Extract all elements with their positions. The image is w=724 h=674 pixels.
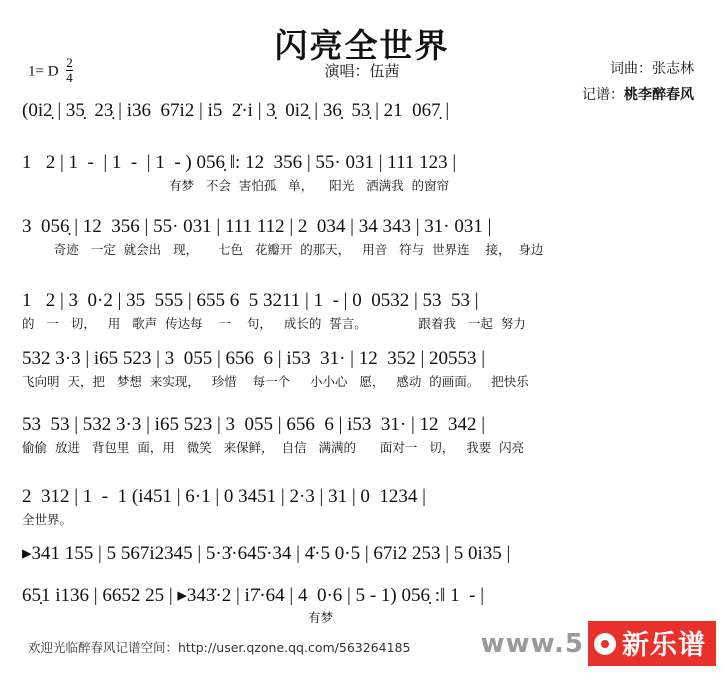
watermark-logo: 新乐谱	[588, 621, 716, 666]
time-signature-numerator: 2	[66, 55, 73, 70]
composer-credit	[610, 58, 694, 78]
score-line	[22, 100, 704, 146]
score-notes: 1 2 | 1 - | 1 - | 1 - ) 056̣ ‖: 12 356 | 55· 031 | 111 123 |	[22, 152, 457, 173]
watermark-url: www.5	[480, 628, 584, 659]
transcriber-credit-name: 桃李醉春风	[624, 87, 694, 103]
score-lyrics: 奇迹 一定 就会出 现， 七色 花瓣开 的那天， 用音 符与 世界连 接， 身边	[22, 242, 544, 257]
score-notes: 3 056̣ | 12 356 | 55· 031 | 111 112 | 2 034 | 34 343 | 31· 031 |	[22, 216, 492, 237]
score-notes: 532 3·3 | i65 523 | 3 055 | 656 6 | i53 31· | 12 352 | 20553 |	[22, 348, 486, 369]
composer-credit-text: 词曲：张志林	[610, 61, 694, 77]
score-line	[22, 348, 704, 394]
watermark	[481, 621, 716, 666]
score-notes: 65̣1 i136 | 6652 25 | ▸343̇·2 | i7̇·64 | 4 0·6 | 5 - 1) 056̣ :‖ 1 - |	[22, 585, 484, 606]
score-notes: 53 53 | 532 3·3 | i65 523 | 3 055 | 656 6 | i53 31· | 12 342 |	[22, 414, 486, 435]
score-line	[22, 542, 704, 588]
page-title: 闪亮全世界	[274, 26, 450, 65]
score-lyrics: 有梦 不会 害怕孤 单， 阳光 洒满我 的窗帘	[22, 178, 450, 193]
score-lyrics: 偷偷 放进 背包里 面，用 微笑 来保鲜， 自信 满满的 面对一 切， 我要 闪亮	[22, 440, 525, 455]
score-lyrics: 全世界。	[22, 512, 73, 527]
score-lyrics: 有梦	[22, 610, 334, 625]
score-notes: 1 2 | 3 0·2 | 35 555 | 655 6 5 3211 | 1 - | 0 0532 | 53 53 |	[22, 290, 479, 311]
footer-note: 欢迎光临醉春风记谱空间：http://user.qzone.qq.com/563264185	[28, 640, 411, 655]
score-lyrics: 的 一 切， 用 歌声 传达每 一 句， 成长的 誓言。 跟着我 一起 努力	[22, 316, 526, 331]
score-notes: ▸341 155 | 5 567i2345 | 5·3̇·645̇·34 | 4̇·5 0·5 | 67i2 253 | 5 0i35 |	[22, 543, 511, 564]
score-lyrics: 飞向明 天，把 梦想 来实现， 珍惜 每一个 小小心 愿， 感动 的画面。 把快乐	[22, 374, 529, 389]
score-notes: (0i2̣ | 35̣ 23̣ | i36 67i2 | i5 2̇·i | 3̣ 0i2̣ | 36̣ 53̣ | 21 067̣ |	[22, 100, 450, 121]
score-line	[22, 290, 704, 336]
score-line	[22, 486, 704, 532]
key-signature-text: 1= D	[28, 63, 59, 80]
transcriber-credit-label: 记谱：	[582, 87, 624, 103]
singer-credit: 演唱：伍茜	[324, 62, 400, 80]
score-line	[22, 414, 704, 460]
score-line	[22, 152, 704, 198]
time-signature-denominator: 4	[66, 69, 73, 85]
score-line	[22, 216, 704, 262]
score-notes: 2 312 | 1 - 1 (i451 | 6·1 | 0 3451 | 2·3 | 31 | 0 1234 |	[22, 486, 426, 507]
